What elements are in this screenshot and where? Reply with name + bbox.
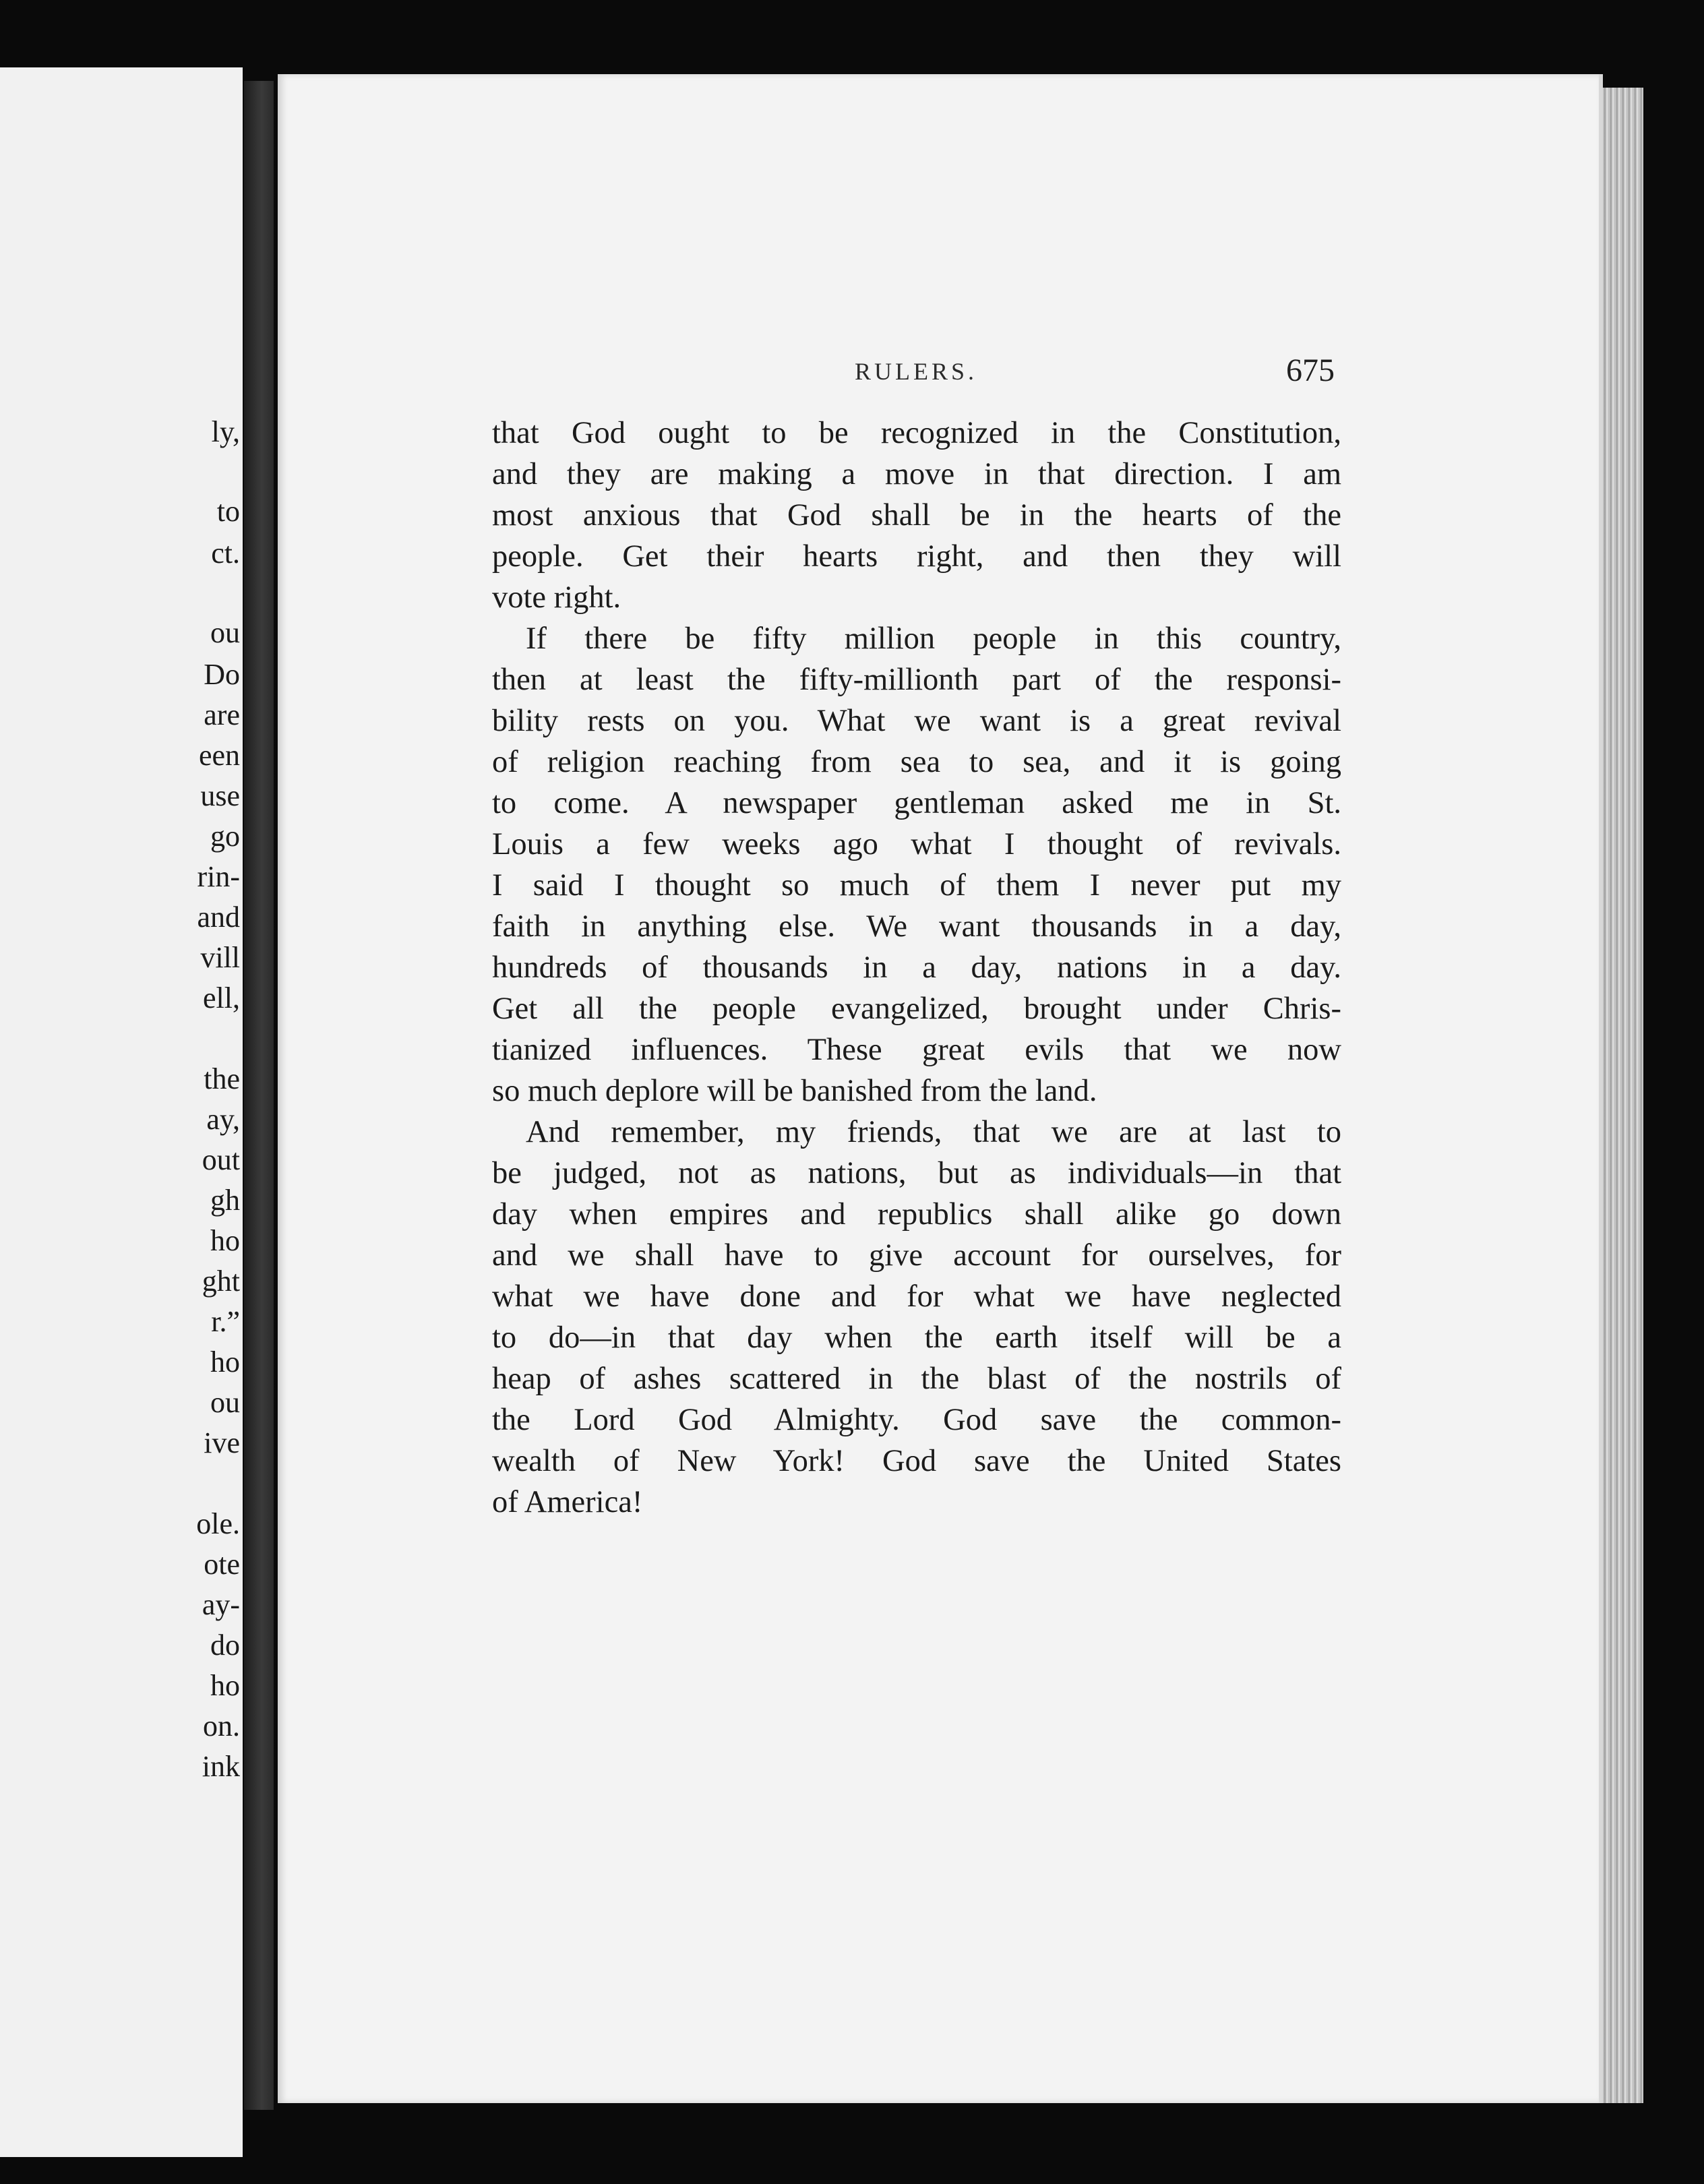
text-line: Louis a few weeks ago what I thought of revivals. <box>492 827 1341 861</box>
left-fragment: r.” <box>211 1305 240 1338</box>
text-line: the Lord God Almighty. God save the common- <box>492 1403 1341 1437</box>
text-line: to come. A newspaper gentleman asked me in St. <box>492 786 1341 820</box>
book-gutter <box>244 81 274 2110</box>
text-line: and we shall have to give account for ourselves, for <box>492 1238 1341 1273</box>
left-fragment: ay- <box>202 1588 240 1621</box>
text-line: I said I thought so much of them I never put my <box>492 868 1341 903</box>
text-line: of America! <box>492 1485 643 1519</box>
left-fragment: ho <box>210 1345 240 1378</box>
left-fragment: rin- <box>197 860 240 893</box>
text-line: what we have done and for what we have neglected <box>492 1279 1341 1314</box>
text-line: Get all the people evangelized, brought under Chris- <box>492 992 1341 1026</box>
text-line: be judged, not as nations, but as individuals—in that <box>492 1156 1341 1190</box>
left-fragment: the <box>204 1062 240 1095</box>
text-line: that God ought to be recognized in the Constitution, <box>492 416 1341 450</box>
left-fragment: ho <box>210 1224 240 1257</box>
running-head: RULERS. <box>855 358 978 385</box>
text-line: most anxious that God shall be in the hearts of the <box>492 498 1341 533</box>
text-line: then at least the fifty-millionth part of the responsi- <box>492 663 1341 697</box>
text-line: hundreds of thousands in a day, nations in a day. <box>492 950 1341 985</box>
text-line: bility rests on you. What we want is a great revival <box>492 704 1341 738</box>
left-fragment: to <box>216 495 240 528</box>
left-fragment: out <box>202 1143 240 1176</box>
text-line: day when empires and republics shall alike go down <box>492 1197 1341 1232</box>
left-fragment: do <box>210 1629 240 1662</box>
left-fragment: vill <box>200 941 240 974</box>
left-fragment: go <box>210 820 240 853</box>
left-fragment: and <box>197 901 240 934</box>
text-line: of religion reaching from sea to sea, and it is going <box>492 745 1341 779</box>
text-line: people. Get their hearts right, and then they will <box>492 539 1341 574</box>
page-edges <box>1603 88 1643 2103</box>
text-line: and they are making a move in that direction. I am <box>492 457 1341 491</box>
text-line: And remember, my friends, that we are at last to <box>526 1115 1341 1149</box>
left-fragment: ote <box>204 1548 240 1581</box>
left-fragment: ive <box>204 1426 240 1459</box>
text-line: to do—in that day when the earth itself will be a <box>492 1321 1341 1355</box>
left-fragment: ay, <box>206 1103 240 1136</box>
left-fragment: on. <box>203 1709 240 1742</box>
left-fragment: are <box>204 698 240 731</box>
text-line: heap of ashes scattered in the blast of the nostrils of <box>492 1362 1341 1396</box>
text-line: vote right. <box>492 580 621 615</box>
text-line: wealth of New York! God save the United States <box>492 1444 1341 1478</box>
left-fragment: ou <box>210 616 240 649</box>
text-line: so much deplore will be banished from the land. <box>492 1074 1097 1108</box>
left-fragment: ell, <box>203 981 240 1014</box>
body-text <box>492 413 1341 1523</box>
page-number: 675 <box>1286 353 1335 388</box>
left-fragment: gh <box>210 1184 240 1217</box>
left-fragment: ly, <box>211 415 240 448</box>
left-fragment: use <box>200 779 240 812</box>
left-facing-page <box>0 67 243 2157</box>
left-fragment: ink <box>202 1750 240 1783</box>
text-line: faith in anything else. We want thousands in a day, <box>492 909 1341 944</box>
text-line: If there be fifty million people in this country, <box>526 621 1341 656</box>
left-fragment: ct. <box>211 537 240 570</box>
left-fragment: ou <box>210 1386 240 1419</box>
text-line: tianized influences. These great evils that we now <box>492 1033 1341 1067</box>
left-fragment: ole. <box>196 1507 240 1540</box>
left-fragment: ho <box>210 1669 240 1702</box>
left-fragment: Do <box>204 658 240 691</box>
left-fragment: ght <box>202 1265 240 1298</box>
left-fragment: een <box>198 739 240 772</box>
